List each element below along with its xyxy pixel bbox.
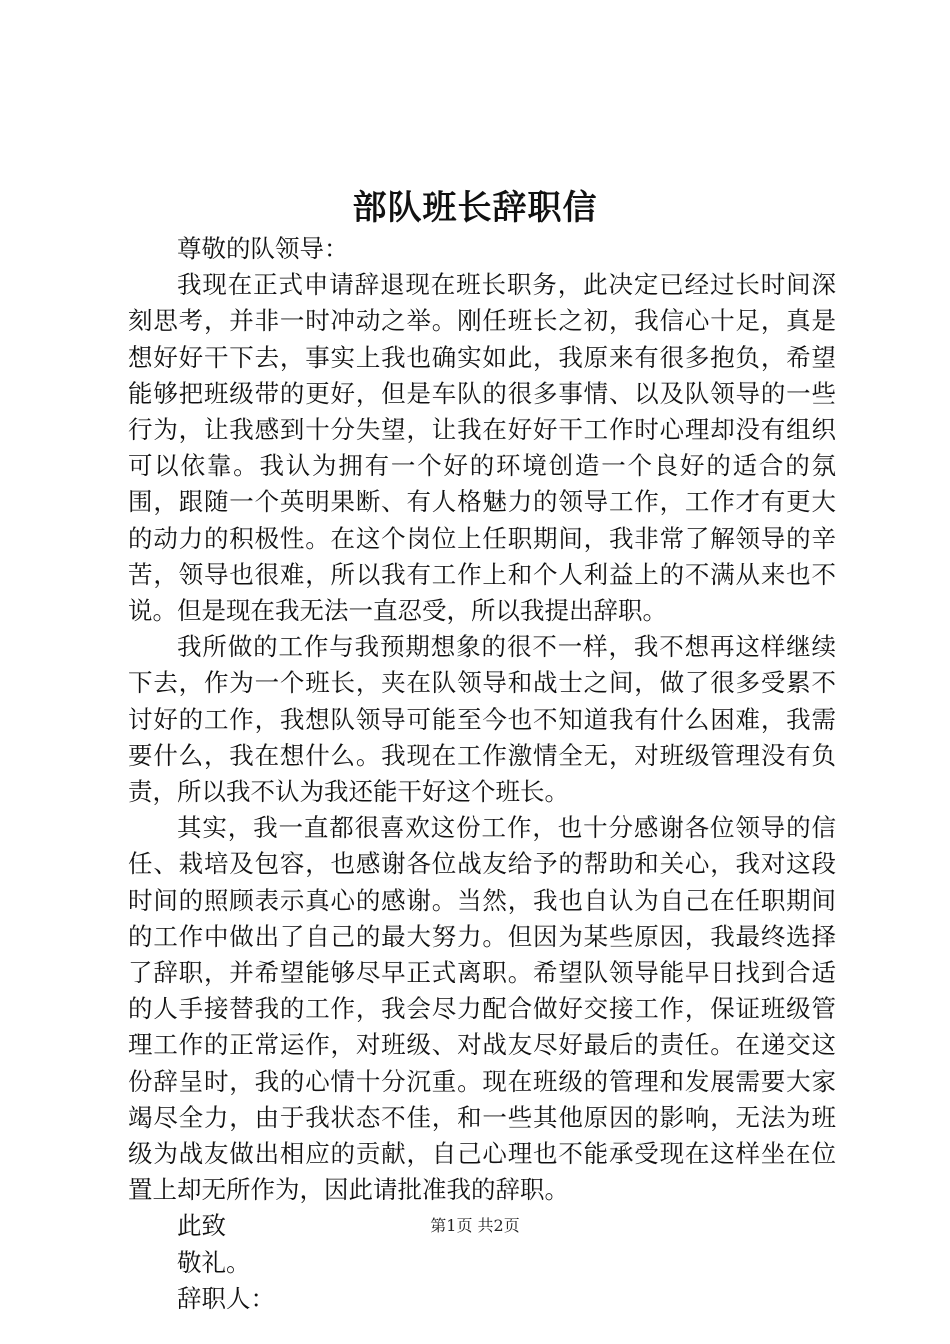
salutation: 尊敬的队领导：	[177, 234, 349, 263]
signature-line: 辞职人：	[177, 1283, 275, 1313]
paragraph-2: 我所做的工作与我预期想象的很不一样，我不想再这样继续下去，作为一个班长，夹在队领导和战士之间，做了很多受累不讨好的工作，我想队领导可能至今也不知道我有什么困难，我需要什么，我在想什么。我现在工作激情全无，对班级管理没有负责，所以我不认为我还能干好这个班长。	[128, 632, 836, 807]
closing-salute: 此致	[177, 1211, 226, 1241]
paragraph-1: 我现在正式申请辞退现在班长职务，此决定已经过长时间深刻思考，并非一时冲动之举。刚任班长之初，我信心十足，真是想好好干下去，事实上我也确实如此，我原来有很多抱负，希望能够把班级带的更好，但是车队的很多事情、以及队领导的一些行为，让我感到十分失望，让我在好好干工作时心理却没有组织可以依靠。我认为拥有一个好的环境创造一个良好的适合的氛围，跟随一个英明果断、有人格魅力的领导工作，工作才有更大的动力的积极性。在这个岗位上任职期间，我非常了解领导的辛苦，领导也很难，所以我有工作上和个人利益上的不满从来也不说。但是现在我无法一直忍受，所以我提出辞职。	[128, 270, 836, 626]
letter-body	[128, 231, 836, 1317]
page-number-footer: 第1页 共2页	[430, 1216, 520, 1235]
closing-regards: 敬礼。	[177, 1247, 251, 1277]
document-title: 部队班长辞职信	[352, 188, 598, 228]
paragraph-3: 其实，我一直都很喜欢这份工作，也十分感谢各位领导的信任、栽培及包容，也感谢各位战友给予的帮助和关心，我对这段时间的照顾表示真心的感谢。当然，我也自认为自己在任职期间的工作中做出了自己的最大努力。但因为某些原因，我最终选择了辞职，并希望能够尽早正式离职。希望队领导能早日找到合适的人手接替我的工作，我会尽力配合做好交接工作，保证班级管理工作的正常运作，对班级、对战友尽好最后的责任。在递交这份辞呈时，我的心情十分沉重。现在班级的管理和发展需要大家竭尽全力，由于我状态不佳，和一些其他原因的影响，无法为班级为战友做出相应的贡献，自己心理也不能承受现在这样坐在位置上却无所作为，因此请批准我的辞职。	[128, 813, 836, 1205]
